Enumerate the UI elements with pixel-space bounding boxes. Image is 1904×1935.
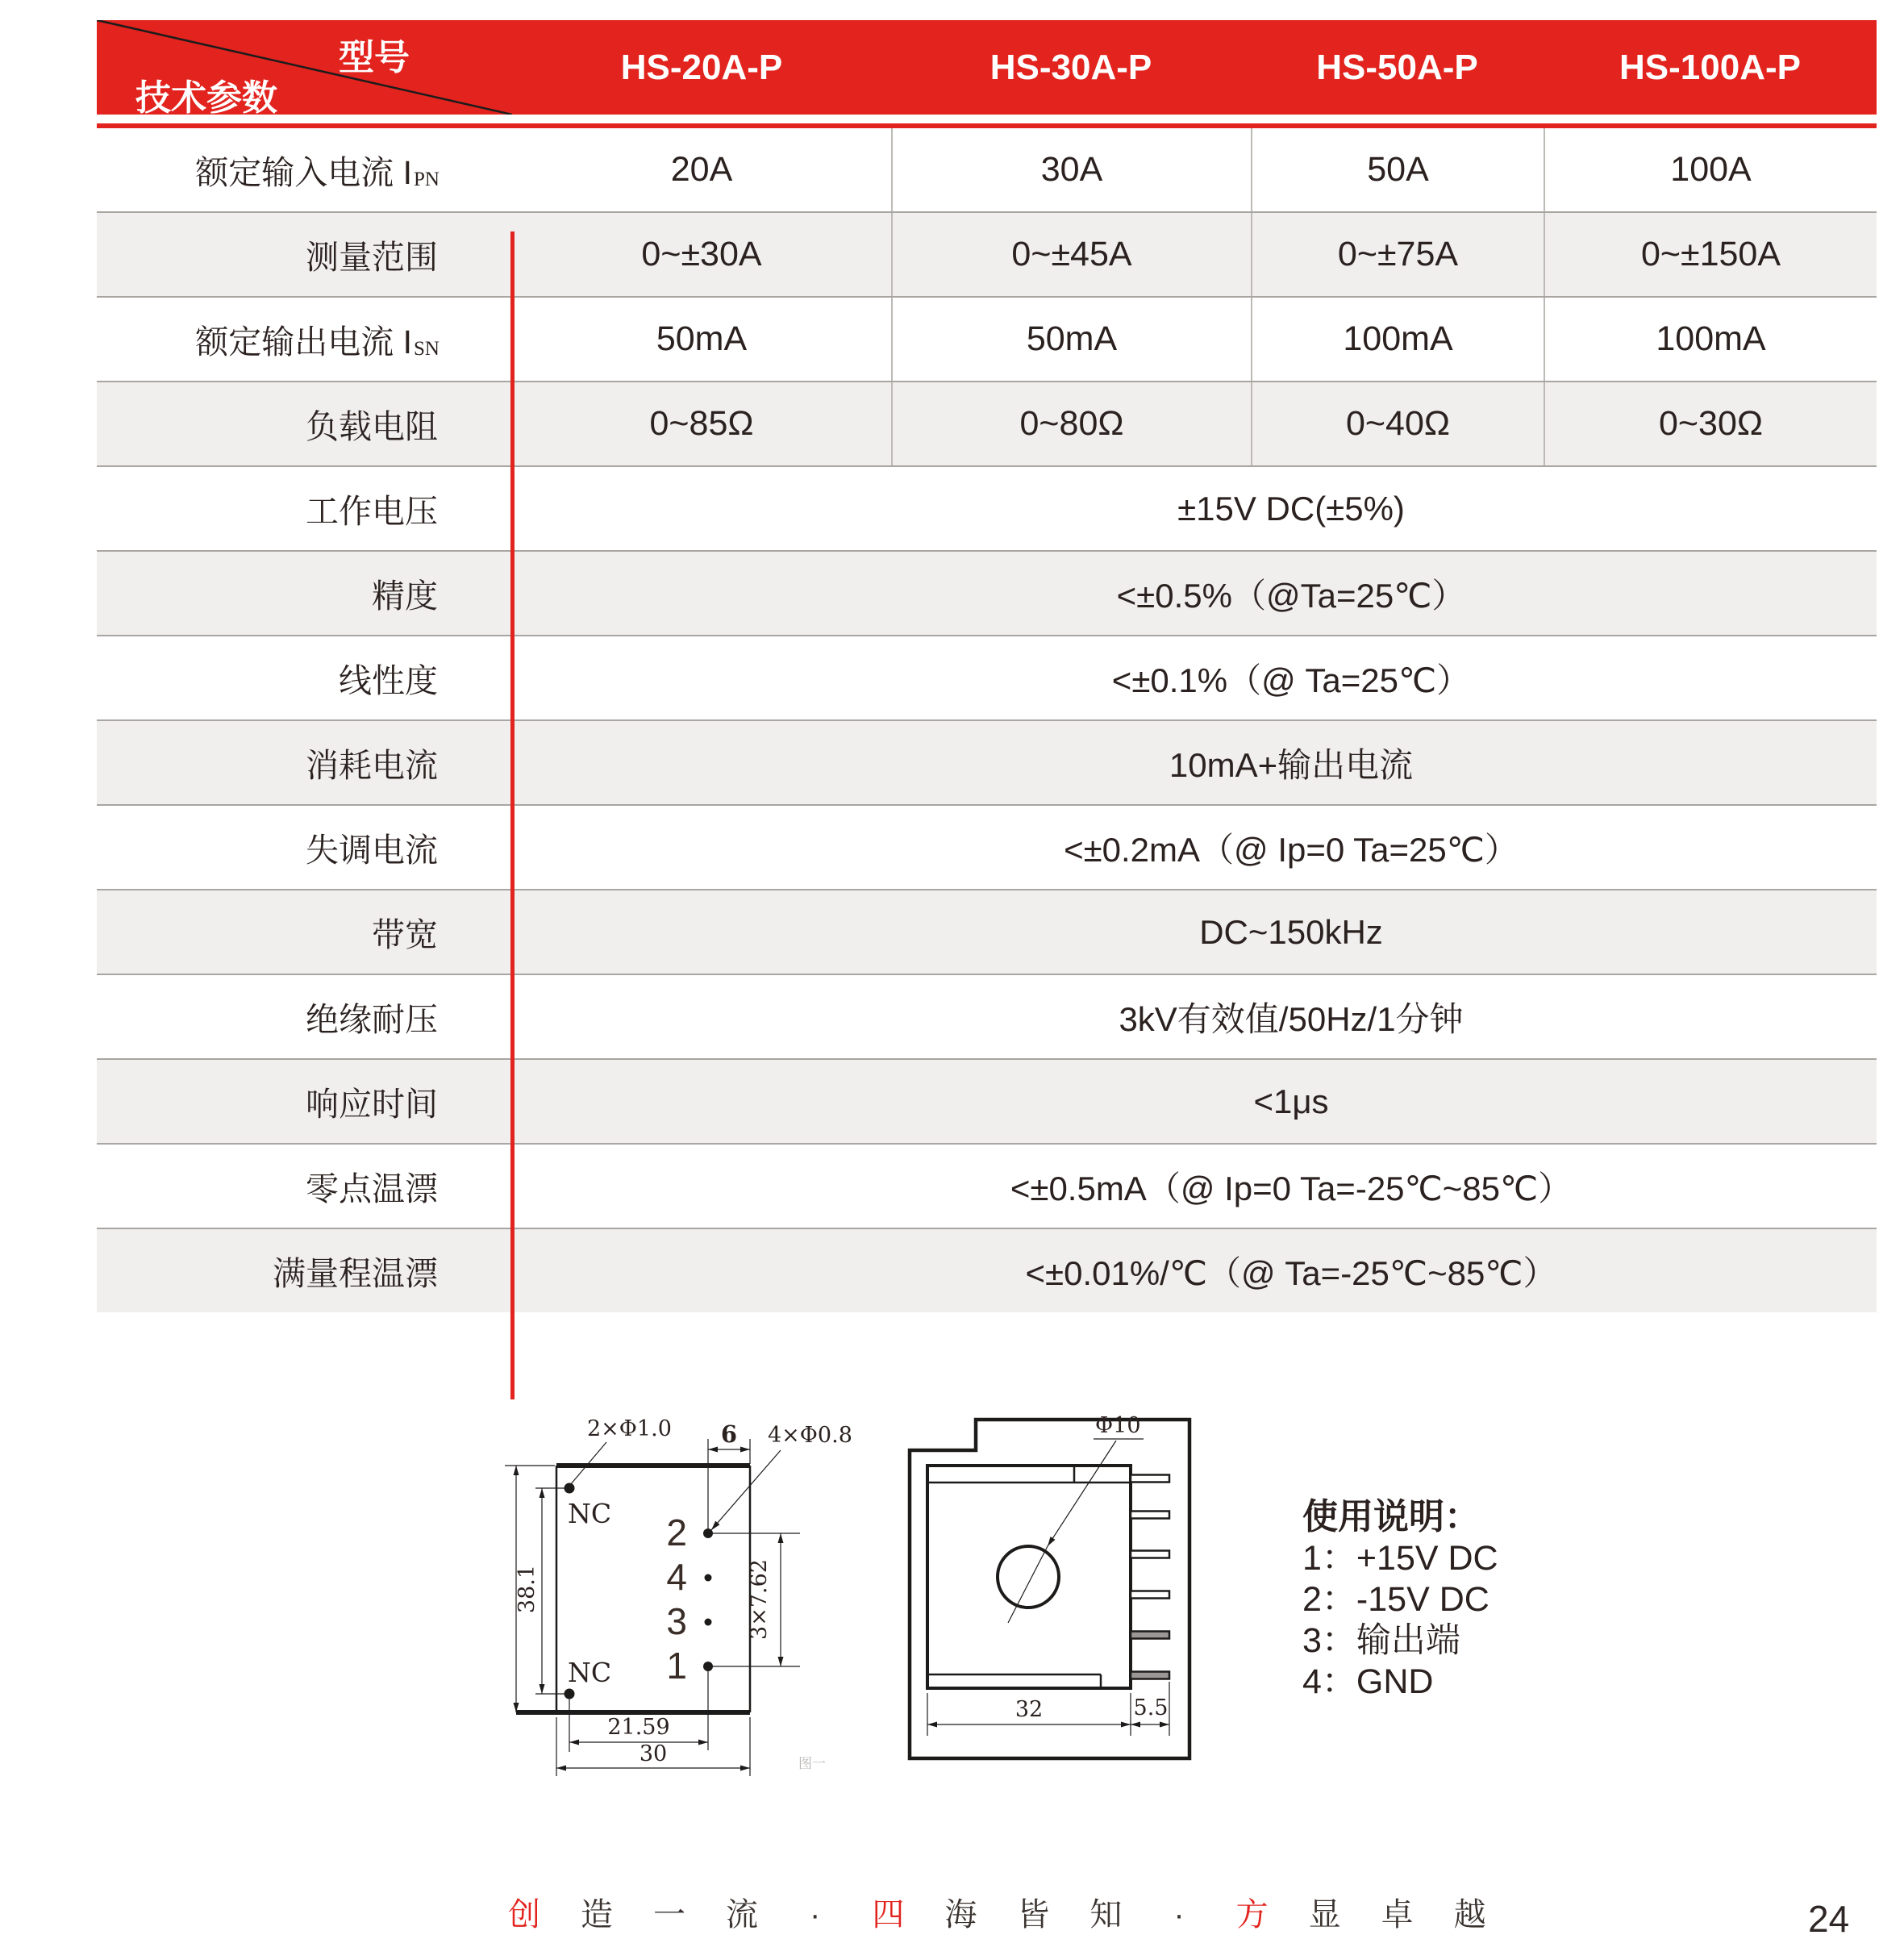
footer-slogan [508, 1889, 1527, 1935]
pin-number-4: 4 [666, 1556, 687, 1598]
pin-dot [705, 1574, 712, 1582]
row-label: 失调电流 [306, 832, 438, 869]
dim-body-label: 32 [1014, 1697, 1044, 1722]
slogan-text: 显卓越 [1308, 1897, 1527, 1933]
merged-cell: 3kV有效值/50Hz/1分钟 [1119, 999, 1464, 1038]
dim-pinx-label: 21.59 [607, 1715, 670, 1740]
usage-item: 4：GND [1302, 1662, 1434, 1701]
row-label: 测量范围 [306, 239, 438, 276]
leader-line [711, 1450, 781, 1530]
leader-line [1048, 1441, 1116, 1546]
spec-table [97, 20, 1877, 1312]
table-row [97, 128, 1877, 211]
table-row [97, 1058, 1877, 1143]
cell: 100mA [1251, 298, 1544, 381]
table-row [97, 889, 1877, 974]
usage-notes [1302, 1496, 1498, 1703]
figure-caption: 图一 [798, 1756, 826, 1771]
table-row [97, 550, 1877, 635]
pin [1131, 1591, 1169, 1599]
slogan-char-red: 方 [1235, 1897, 1309, 1933]
col-header-hs30: HS-30A-P [989, 47, 1152, 87]
dim-width-label: 30 [639, 1741, 668, 1766]
dim-top-label: 6 [720, 1420, 738, 1448]
slogan-char-red: 四 [872, 1897, 945, 1933]
dim-pitch-label: 3×7.62 [747, 1559, 772, 1640]
front-view-drawing [484, 1403, 903, 1823]
pin-number-3: 3 [666, 1600, 687, 1642]
table-row [97, 635, 1877, 719]
cell: 0~±30A [641, 235, 762, 273]
red-divider-line [510, 231, 515, 1399]
aperture-label: Φ10 [1095, 1413, 1141, 1438]
row-label: 额定输入电流 I $_{PN}$ [195, 154, 440, 191]
pin [1131, 1672, 1169, 1679]
merged-cell: ±15V DC(±5%) [1177, 489, 1405, 528]
col-header-hs20: HS-20A-P [620, 47, 783, 87]
row-label: 负载电阻 [306, 408, 438, 445]
nc-label-top: NC [568, 1498, 612, 1529]
body-outline [927, 1466, 1131, 1688]
usage-item: 1：+15V DC [1302, 1539, 1498, 1578]
side-view-drawing [887, 1403, 1274, 1791]
table-row [97, 296, 1877, 381]
table-row [97, 1228, 1877, 1312]
slogan-text: 造一流 [581, 1897, 798, 1933]
col-header-hs50: HS-50A-P [1316, 47, 1478, 87]
table-row [97, 465, 1877, 550]
slogan-char-red: 创 [508, 1897, 581, 1933]
pin-number-1: 1 [666, 1645, 687, 1687]
pin [1131, 1475, 1169, 1483]
row-label: 绝缘耐压 [306, 1001, 438, 1038]
cell: 0~40Ω [1251, 382, 1544, 465]
table-row [97, 719, 1877, 804]
table-row [97, 974, 1877, 1058]
cell: 0~80Ω [891, 382, 1251, 465]
cell: 30A [891, 128, 1251, 211]
table-row [97, 381, 1877, 465]
row-label: 额定输出电流 I $_{SN}$ [195, 323, 440, 361]
slogan-separator: · [1173, 1897, 1225, 1933]
pin-number-2: 2 [666, 1512, 687, 1553]
table-row [97, 211, 1877, 296]
pin-dot [705, 1619, 712, 1626]
cell: 0~30Ω [1544, 382, 1877, 465]
cell: 50A [1251, 128, 1544, 211]
table-row [97, 804, 1877, 889]
usage-item: 3：输出端 [1302, 1621, 1460, 1660]
table-body [97, 128, 1877, 1312]
dim-pin-label: 5.5 [1133, 1695, 1169, 1720]
nc-pin-bottom [565, 1689, 575, 1699]
usage-item: 2：-15V DC [1302, 1580, 1489, 1619]
merged-cell: 10mA+输出电流 [1169, 745, 1414, 784]
row-label: 带宽 [372, 916, 438, 953]
dim-height-label: 38.1 [515, 1564, 540, 1614]
corner-label-model: 型号 [339, 38, 410, 77]
row-label: 满量程温漂 [273, 1255, 438, 1292]
merged-cell: <±0.5%（@Ta=25℃） [1116, 576, 1466, 615]
merged-cell: <±0.1%（@ Ta=25℃） [1111, 661, 1471, 699]
slogan-text: 海皆知 [944, 1897, 1163, 1933]
table-row [97, 1143, 1877, 1228]
nc-pin-top [565, 1483, 575, 1494]
col-header-hs100: HS-100A-P [1619, 47, 1801, 87]
row-label: 零点温漂 [306, 1170, 438, 1207]
usage-title: 使用说明： [1302, 1497, 1480, 1537]
page-number: 24 [1808, 1898, 1850, 1935]
corner-label-params: 技术参数 [135, 78, 277, 118]
slogan-separator: · [810, 1897, 861, 1933]
merged-cell: <±0.2mA（@ Ip=0 Ta=25℃） [1064, 830, 1519, 869]
merged-cell: <1μs [1253, 1082, 1329, 1120]
cell: 50mA [656, 319, 748, 358]
nc-label-bottom: NC [568, 1657, 612, 1688]
hole-pins-label: 4×Φ0.8 [768, 1423, 852, 1448]
cell: 20A [670, 150, 733, 189]
cell: 100A [1544, 128, 1877, 211]
pin [1131, 1512, 1169, 1519]
merged-cell: <±0.01%/℃（@ Ta=-25℃~85℃） [1025, 1253, 1557, 1292]
cell: 0~±45A [891, 213, 1251, 296]
pin [1131, 1551, 1169, 1558]
cell: 0~±75A [1251, 213, 1544, 296]
merged-cell: <±0.5mA（@ Ip=0 Ta=-25℃~85℃） [1010, 1169, 1573, 1207]
cell: 0~85Ω [649, 404, 754, 443]
hole-top-label: 2×Φ1.0 [587, 1416, 672, 1441]
merged-cell: DC~150kHz [1199, 912, 1383, 951]
corner-cell [97, 20, 512, 118]
cell: 50mA [891, 298, 1251, 381]
pin [1131, 1632, 1169, 1639]
row-label: 线性度 [339, 662, 438, 699]
cell: 0~±150A [1544, 213, 1877, 296]
row-label: 精度 [372, 578, 438, 615]
row-label: 工作电压 [306, 493, 438, 530]
row-label: 响应时间 [306, 1086, 438, 1123]
aperture-circle [998, 1546, 1059, 1608]
table-header [97, 20, 1877, 118]
cell: 100mA [1544, 298, 1877, 381]
row-label: 消耗电流 [306, 747, 438, 784]
leader-line [1008, 1546, 1048, 1623]
